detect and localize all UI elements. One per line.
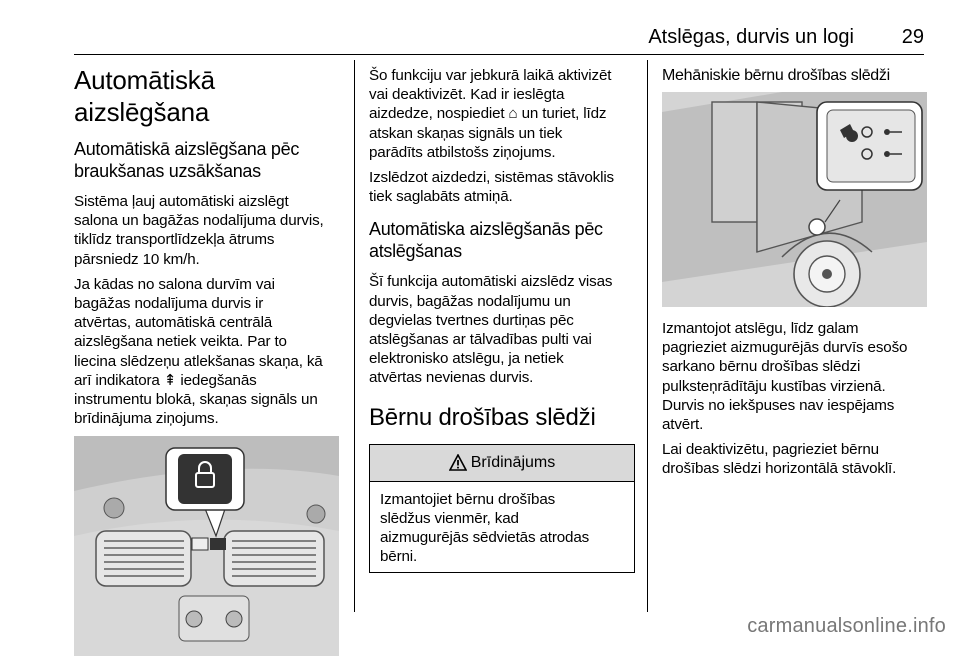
subheading-relock-after-unlock: Automātiska aizslēgšanās pēc atslēgšanas <box>369 219 603 262</box>
column-left <box>74 60 342 656</box>
warning-triangle-icon <box>449 454 467 471</box>
warning-header <box>370 445 634 482</box>
rear-door-child-lock-illustration <box>662 92 927 307</box>
paragraph-auto-lock-speed: Sistēma ļauj automātiski aizslēgt salona un bagāžas nodalījuma durvis, tiklīdz transportlīdzekļa ātrums pārsniedz 10 km/h. <box>74 193 324 268</box>
paragraph-deactivate-child-lock: Lai deaktivizētu, pagrieziet bērnu drošības slēdzi horizontālā stāvoklī. <box>662 441 897 478</box>
subheading-mechanical-child-locks: Mehāniskie bērnu drošības slēdži <box>662 67 890 84</box>
warning-text: Izmantojiet bērnu drošības slēdžus vienmēr, kad aizmugurējās sēdvietās atrodas bērni. <box>380 490 590 566</box>
warning-box <box>369 444 635 574</box>
warning-body <box>370 482 634 573</box>
watermark[interactable]: carmanualsonline.info <box>747 615 946 637</box>
subheading-lock-after-drive: Automātiskā aizslēgšana pēc braukšanas uzsākšanas <box>74 139 300 181</box>
column-divider-1 <box>354 60 355 612</box>
column-middle <box>369 66 635 573</box>
paragraph-activate-child-lock: Izmantojot atslēgu, līdz galam pagrieziet aizmugurējās durvīs esošo sarkano bērnu drošības slēdzi pulksteņrādītāju kustības virzienā. Durvis no iekšpuses nav iespējams atvērt. <box>662 320 908 434</box>
section-heading-auto-locking: Automātiskā aizslēgšana <box>74 65 215 127</box>
paragraph-state-saved: Izslēdzot aizdedzi, sistēmas stāvoklis tiek saglabāts atmiņā. <box>369 169 614 206</box>
page-number: 29 <box>901 26 924 48</box>
column-right <box>662 66 928 485</box>
paragraph-relock-description: Šī funkcija automātiski aizslēdz visas durvis, bagāžas nodalījumu un degvielas tvertnes durtiņas pēc atslēgšanas ar tālvadības pulti vai elektronisko atslēgu, ja netiek atvērtas nevienas durvis. <box>369 273 613 387</box>
paragraph-doors-open: Ja kādas no salona durvīm vai bagāžas nodalījuma durvis ir atvērtas, automātiskā centrālā aizslēgšana netiek veikta. Par to liecina slēdzeņu atlekšanas skaņa, kā arī indikatora ⇞ iedegšanās instrumentu blokā, skaņas signāls un brīdinājuma ziņojums. <box>74 275 323 428</box>
paragraph-toggle-function: Šo funkciju var jebkurā laikā aktivizēt vai deaktivizēt. Kad ir ieslēgta aizdedze, nospiediet ⌂ un turiet, līdz atskan skaņas signāls un tiek parādīts atbilstošs ziņojums. <box>369 67 612 161</box>
column-divider-2 <box>647 60 648 612</box>
page-header <box>74 24 924 55</box>
dashboard-lock-button-illustration <box>74 436 339 656</box>
warning-title: Brīdinājums <box>470 453 556 471</box>
section-heading-child-locks: Bērnu drošības slēdži <box>369 403 596 431</box>
page-header-title: Atslēgas, durvis un logi <box>648 26 854 48</box>
